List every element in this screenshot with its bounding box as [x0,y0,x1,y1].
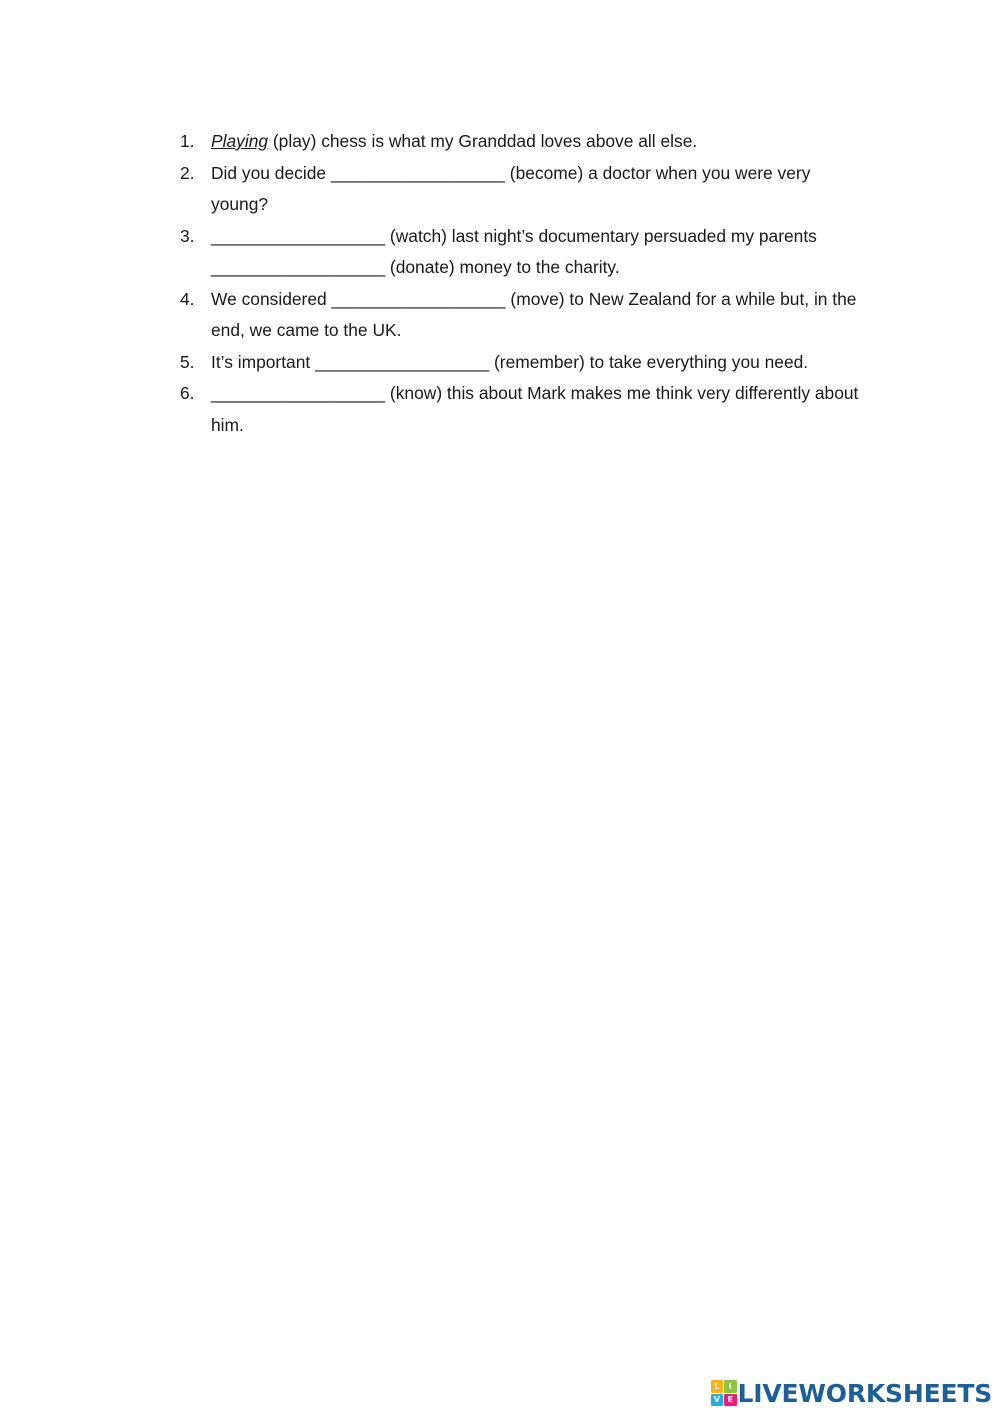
liveworksheets-logo [711,1379,992,1407]
exercise-list [180,126,860,441]
exercise-item-2 [180,158,860,221]
item-text: (play) chess is what my Granddad loves above all else. [268,131,698,151]
logo-mark-icon [711,1380,737,1406]
logo-mark-cell: L [711,1380,724,1393]
exercise-item-1 [180,126,860,158]
logo-mark-cell: E [724,1394,737,1407]
item-text: __________________ (know) this about Mark makes me think very differently about him. [211,383,859,435]
logo-text: LIVEWORKSHEETS [737,1378,992,1408]
logo-mark-cell: V [711,1394,724,1407]
item-number: 3. [180,225,195,246]
item-number: 1. [180,131,195,151]
item-text: Did you decide __________________ (become) a doctor when you were very young? [211,162,811,214]
logo-mark-cell: I [724,1380,737,1393]
exercise-item-6 [180,378,860,441]
item-number: 2. [180,162,195,183]
item-number: 6. [180,383,195,403]
exercise-item-4 [180,284,860,347]
item-text: We considered __________________ (move) to New Zealand for a while but, in the end, we came to the UK. [211,288,857,340]
exercise-item-3 [180,221,860,284]
item-number: 4. [180,288,195,309]
exercise-item-5 [180,347,860,379]
example-answer: Playing [211,131,269,151]
item-number: 5. [180,351,195,372]
item-text: It’s important __________________ (remember) to take everything you need. [211,351,809,372]
item-text: __________________ (watch) last night’s documentary persuaded my parents __________________ (donate) money to the charity. [211,225,817,277]
